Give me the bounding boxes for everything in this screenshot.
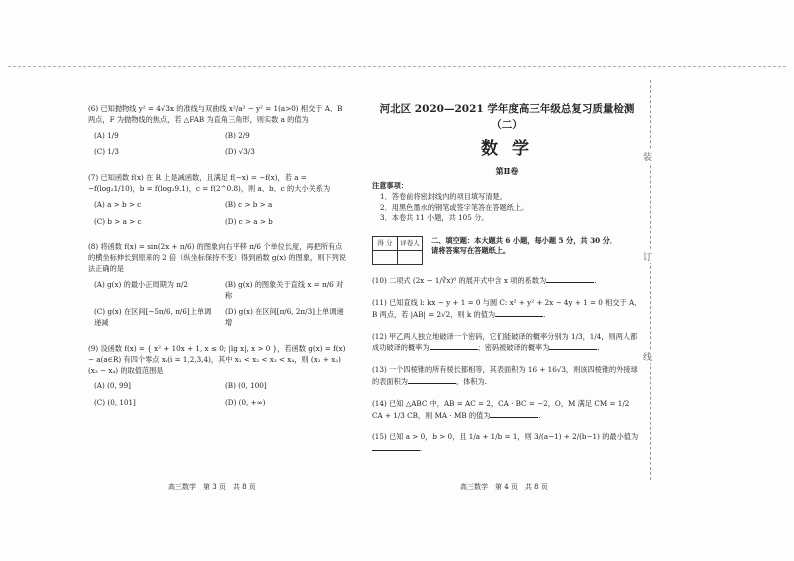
fill-question-stem: (10) 二项式 (2x − 1/∛x)⁶ 的展开式中含 x 项的系数为 — [372, 276, 547, 286]
score-box — [372, 236, 642, 265]
binding-line — [650, 80, 652, 480]
fill-question-end: . — [538, 410, 541, 420]
question-item — [88, 173, 346, 230]
fill-question-stem: (14) 已知 △ABC 中，AB = AC = 2，CA · BC = −2，O，M 满足 CM = 1/2 CA + 1/3 CB，则 MA · MB 的值为 — [372, 398, 630, 420]
option-list — [94, 197, 346, 231]
right-page — [372, 102, 642, 466]
option-item: (A) a > b > c — [94, 199, 142, 209]
fill-question-item — [372, 298, 642, 321]
fill-question-list — [372, 275, 642, 455]
answer-blank[interactable] — [430, 342, 478, 350]
option-list — [94, 277, 346, 332]
fill-question-end: ，体积为. — [455, 376, 487, 386]
answer-blank[interactable] — [372, 443, 423, 454]
note-item: 1．答卷前将密封线内的项目填写清楚。 — [380, 191, 507, 201]
note-item: 2．用黑色墨水的钢笔或签字笔答在答题纸上。 — [380, 202, 529, 212]
option-item: (C) b > a > c — [94, 216, 142, 226]
grader-header: 评卷人 — [398, 237, 423, 251]
fill-question-stem: (13) 一个四棱锥的所有棱长都相等，其表面积为 16 + 16√3，则该四棱锥的外接球的表面积为 — [372, 365, 638, 386]
fill-question-end: . — [597, 343, 600, 353]
option-item: (B) c > b > a — [225, 199, 273, 209]
question-stem: (9) 设函数 f(x) = { x² + 10x + 1, x ≤ 0; |lg x|, x > 0 }，若函数 g(x) = f(x) − a(a∈R) 有四个零点 xᵢ(i = 1,2,3,4)，其中 x₁ < x₂ < x₃ < x₄，则 (x₁ + x₂)(x₃ − x₄) 的取值范围是 — [88, 343, 346, 375]
note-item: 3．本卷共 11 小题，共 105 分。 — [380, 213, 489, 223]
question-item — [88, 104, 346, 161]
option-item: (C) 1/3 — [94, 147, 119, 157]
answer-blank[interactable] — [490, 410, 541, 420]
exam-title: 河北区 2020—2021 学年度高三年级总复习质量检测（二） — [379, 103, 635, 131]
option-item: (D) c > a > b — [225, 216, 273, 226]
option-item: (A) g(x) 的最小正周期为 π/2 — [94, 279, 188, 289]
fill-question-item — [372, 399, 642, 422]
fill-question-item — [372, 365, 642, 388]
fill-question-item — [372, 275, 642, 287]
binding-mark: 装 — [643, 150, 652, 163]
part-title: 第Ⅱ卷 — [495, 166, 519, 176]
answer-blank[interactable] — [546, 275, 597, 286]
option-item: (D) √3/3 — [225, 147, 255, 157]
score-header: 得 分 — [373, 237, 398, 251]
fill-question-mid: ；密码被破译的概率为 — [477, 343, 550, 353]
fill-question-stem: (15) 已知 a > 0，b > 0，且 1/a + 1/b = 1，则 3/(a−1) + 2/(b−1) 的最小值为 — [372, 432, 639, 442]
score-cell — [373, 251, 398, 265]
notes-section — [372, 181, 642, 224]
question-stem: (6) 已知抛物线 y² = 4√3x 的准线与双曲线 x²/a² − y² = 1(a>0) 相交于 A、B 两点，F 为抛物线的焦点，若 △FAB 为直角三角形，则实数 a 的值为 — [88, 104, 343, 124]
left-page-footer: 高三数学 第 3 页 共 8 页 — [168, 483, 256, 491]
right-page-footer: 高三数学 第 4 页 共 8 页 — [460, 483, 548, 491]
subject-title: 数学 — [481, 138, 543, 159]
fill-question-stem: (12) 甲乙两人独立地破译一个密码，它们能破译的概率分别为 1/3，1/4，则两人都成功破译的概率为 — [372, 331, 638, 353]
option-item: (D) g(x) 在区间[π/6, 2π/3]上单调递增 — [225, 307, 344, 328]
fill-question-stem: (11) 已知直线 l: kx − y + 1 = 0 与圆 C: x² + y² + 2x − 4y + 1 = 0 相交于 A，B 两点，若 |AB| = 2√2，则 k 的值为 — [372, 297, 642, 319]
binding-mark: 订 — [643, 250, 652, 263]
fill-question-end: . — [420, 444, 423, 454]
question-item — [88, 344, 346, 412]
question-stem: (8) 将函数 f(x) = sin(2x + π/6) 的图象向右平移 π/6 个单位长度，再把所有点的横坐标伸长到原来的 2 倍（纵坐标保持不变）得到函数 g(x) 的图象，则下列说法正确的是 — [88, 242, 346, 273]
answer-blank[interactable] — [549, 342, 600, 353]
option-list — [94, 378, 346, 412]
option-item: (B) 2/9 — [225, 130, 250, 140]
option-item: (B) g(x) 的图象关于直线 x = π/6 对称 — [225, 279, 344, 300]
fill-question-end: . — [594, 276, 597, 286]
fill-question-item — [372, 332, 642, 355]
option-list — [94, 128, 346, 162]
answer-blank[interactable] — [408, 376, 456, 384]
fill-question-end: . — [543, 309, 546, 319]
answer-blank[interactable] — [495, 309, 546, 319]
notes-title: 注意事项： — [372, 181, 408, 190]
section-heading: 二、填空题：本大题共 6 小题，每小题 5 分，共 30 分．请将答案写在答题纸上。 — [431, 236, 617, 256]
score-table — [372, 236, 423, 265]
option-item: (A) (0, 99] — [94, 381, 131, 391]
option-item: (A) 1/9 — [94, 130, 119, 140]
question-stem: (7) 已知函数 f(x) 在 R 上是减函数，且满足 f(−x) = −f(x)，若 a = −f(log₂1/10)，b = f(log₂9.1)，c = f(2^0.8)，则 a、b、c 的大小关系为 — [88, 173, 331, 193]
left-page — [88, 104, 346, 412]
top-dashed-line — [8, 66, 786, 67]
option-item: (B) (0, 100] — [225, 381, 267, 391]
left-question-list — [88, 104, 346, 412]
grader-cell — [398, 251, 423, 265]
fill-question-item — [372, 432, 642, 455]
option-item: (C) (0, 101] — [94, 398, 136, 408]
option-item: (C) g(x) 在区间[−5π/6, π/6]上单调递减 — [94, 307, 212, 328]
question-item — [88, 242, 346, 332]
option-item: (D) (0, +∞) — [225, 398, 266, 408]
binding-mark: 线 — [643, 350, 652, 363]
